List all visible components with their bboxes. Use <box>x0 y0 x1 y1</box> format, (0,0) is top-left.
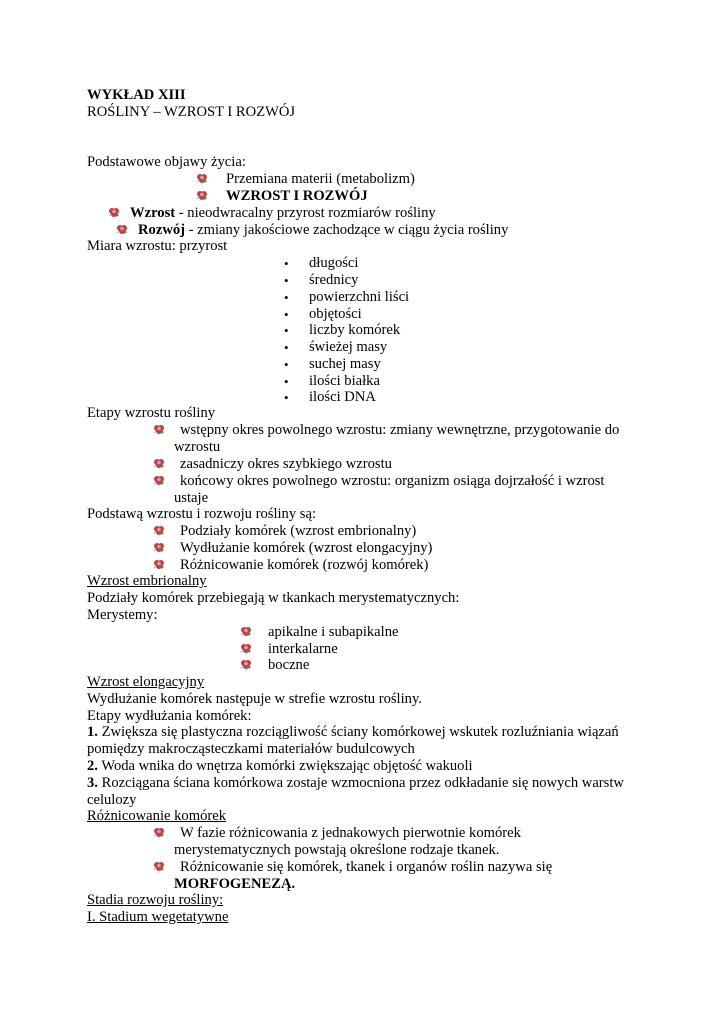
bullet-dot: • <box>284 307 289 322</box>
bullet-dot: • <box>284 340 289 355</box>
etapy-item: końcowy okres powolnego wzrostu: organizm osiąga dojrzałość i wzrost <box>180 473 605 489</box>
merystemy-item: apikalne i subapikalne <box>268 624 399 640</box>
lecture-title: WYKŁAD XIII <box>87 87 186 103</box>
morfogeneza-term: MORFOGENEZĄ. <box>174 876 296 892</box>
flower-bullet-icon <box>240 626 252 637</box>
flower-bullet-icon <box>116 224 128 235</box>
objawy-item: Przemiana materii (metabolizm) <box>226 171 415 187</box>
miara-item: średnicy <box>309 272 359 288</box>
podstawa-item: Wydłużanie komórek (wzrost elongacyjny) <box>180 540 433 556</box>
elongacyjny-step-1-cont: pomiędzy makrocząsteczkami materiałów budulcowych <box>87 741 415 757</box>
etapy-item-cont: ustaje <box>174 490 209 506</box>
elongacyjny-step-3: 3. Rozciągana ściana komórkowa zostaje wzmocniona przez odkładanie się nowych warstw <box>87 775 624 791</box>
lecture-subtitle: ROŚLINY – WZROST I ROZWÓJ <box>87 104 296 120</box>
podstawa-heading: Podstawą wzrostu i rozwoju rośliny są: <box>87 506 317 522</box>
etapy-item: zasadniczy okres szybkiego wzrostu <box>180 456 392 472</box>
podstawa-item: Podziały komórek (wzrost embrionalny) <box>180 523 417 539</box>
definition-rozwoj: Rozwój - zmiany jakościowe zachodzące w ciągu życia rośliny <box>138 222 509 238</box>
merystemy-item: boczne <box>268 657 310 673</box>
roznicowanie-item-cont: merystematycznych powstają określone rodzaje tkanek. <box>174 842 500 858</box>
etapy-heading: Etapy wzrostu rośliny <box>87 405 216 421</box>
miara-item: powierzchni liści <box>309 289 410 305</box>
etapy-item: wstępny okres powolnego wzrostu: zmiany wewnętrzne, przygotowanie do <box>180 422 620 438</box>
flower-bullet-icon <box>240 643 252 654</box>
etapy-item-cont: wzrostu <box>174 439 221 455</box>
flower-bullet-icon <box>196 190 208 201</box>
embrionalny-heading: Wzrost embrionalny <box>87 573 207 589</box>
roznicowanie-item: W fazie różnicowania z jednakowych pierwotnie komórek <box>180 825 521 841</box>
flower-bullet-icon <box>108 207 120 218</box>
bullet-dot: • <box>284 323 289 338</box>
flower-bullet-icon <box>153 827 165 838</box>
elongacyjny-heading: Wzrost elongacyjny <box>87 674 205 690</box>
definition-wzrost: Wzrost - nieodwracalny przyrost rozmiarów rośliny <box>130 205 436 221</box>
roznicowanie-heading: Różnicowanie komórek <box>87 808 227 824</box>
flower-bullet-icon <box>153 475 165 486</box>
flower-bullet-icon <box>240 659 252 670</box>
roznicowanie-item: Różnicowanie się komórek, tkanek i organów roślin nazywa się <box>180 859 553 875</box>
flower-bullet-icon <box>196 173 208 184</box>
embrionalny-text: Podziały komórek przebiegają w tkankach merystematycznych: <box>87 590 460 606</box>
flower-bullet-icon <box>153 542 165 553</box>
bullet-dot: • <box>284 374 289 389</box>
bullet-dot: • <box>284 390 289 405</box>
elongacyjny-step-2: 2. Woda wnika do wnętrza komórki zwiększając objętość wakuoli <box>87 758 473 774</box>
merystemy-item: interkalarne <box>268 641 338 657</box>
miara-item: ilości DNA <box>309 389 376 405</box>
miara-heading: Miara wzrostu: przyrost <box>87 238 228 254</box>
stadium-wegetatywne: I. Stadium wegetatywne <box>87 909 229 925</box>
flower-bullet-icon <box>153 861 165 872</box>
miara-item: suchej masy <box>309 356 381 372</box>
objawy-heading: Podstawowe objawy życia: <box>87 154 246 170</box>
flower-bullet-icon <box>153 525 165 536</box>
flower-bullet-icon <box>153 424 165 435</box>
stadia-heading: Stadia rozwoju rośliny: <box>87 892 224 908</box>
elongacyjny-etapy: Etapy wydłużania komórek: <box>87 708 252 724</box>
bullet-dot: • <box>284 256 289 271</box>
podstawa-item: Różnicowanie komórek (rozwój komórek) <box>180 557 429 573</box>
merystemy-label: Merystemy: <box>87 607 158 623</box>
miara-item: długości <box>309 255 359 271</box>
flower-bullet-icon <box>153 559 165 570</box>
elongacyjny-step-3-cont: celulozy <box>87 792 137 808</box>
miara-item: liczby komórek <box>309 322 401 338</box>
miara-item: objętości <box>309 306 362 322</box>
bullet-dot: • <box>284 290 289 305</box>
bullet-dot: • <box>284 273 289 288</box>
flower-bullet-icon <box>153 458 165 469</box>
elongacyjny-step-1: 1. Zwiększa się plastyczna rozciągliwość ściany komórkowej wskutek rozluźniania wiązań <box>87 724 619 740</box>
objawy-item: WZROST I ROZWÓJ <box>226 188 368 204</box>
miara-item: ilości białka <box>309 373 380 389</box>
bullet-dot: • <box>284 357 289 372</box>
elongacyjny-text: Wydłużanie komórek następuje w strefie wzrostu rośliny. <box>87 691 422 707</box>
miara-item: świeżej masy <box>309 339 388 355</box>
